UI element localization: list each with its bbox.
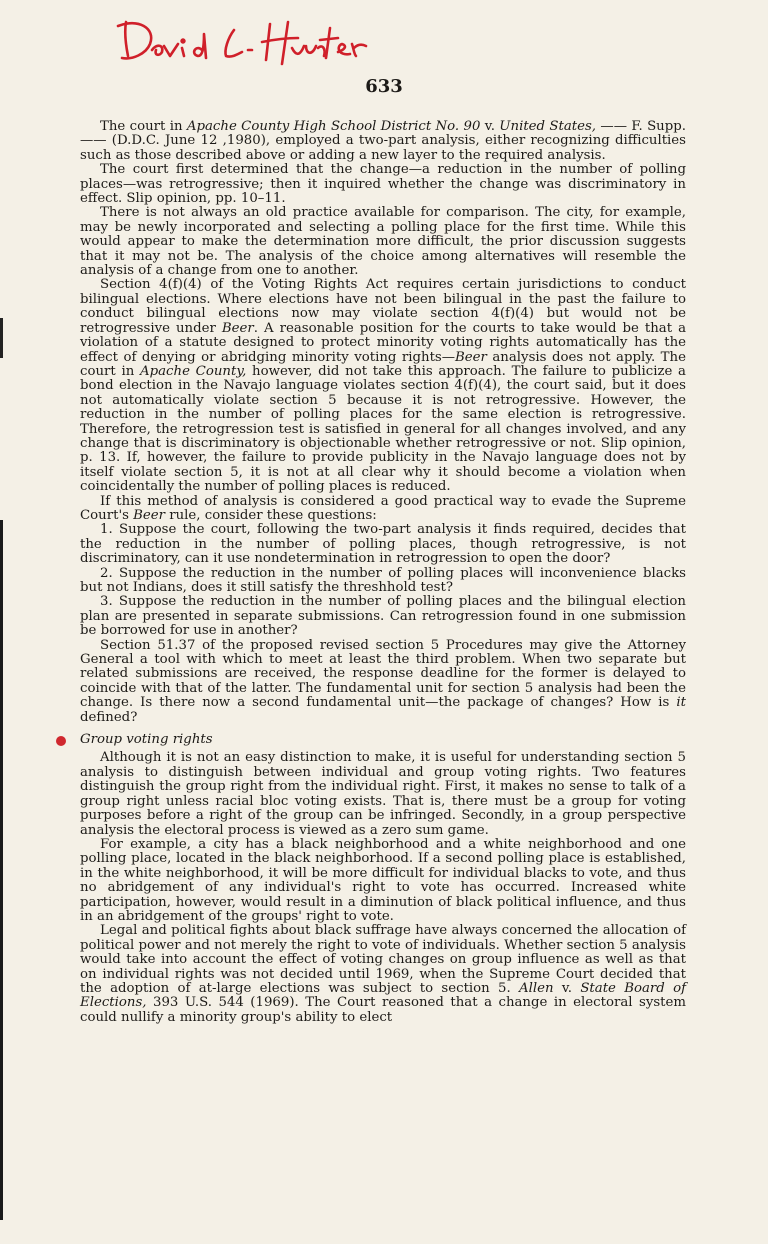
page-body: [80, 120, 686, 1025]
section-heading: Group voting rights: [80, 733, 686, 747]
paragraph-example: For example, a city has a black neighborhood and a white neighborhood and one polling place, located in the black neighborhood. If a second polling place is established, in the white neighborhood, it will be more difficult for individual blacks to vote, and thus no abridgement of any individual's right to vote has occurred. Increased white participation, however, would result in a diminution of black political influence, and thus in an abridgement of the groups' right to vote.: [80, 836, 686, 924]
paragraph-method: If this method of analysis is considered a good practical way to evade the Supreme Court's Beer rule, consider these questions:: [80, 493, 686, 523]
page-edge-mark: [0, 318, 8, 358]
handwritten-signature: [112, 14, 372, 74]
paragraph-old-practice: There is not always an old practice available for comparison. The city, for example, may be newly incorporated and selecting a polling place for the first time. While this would appear to make the determination more difficult, the prior discussion suggests that it may not be. The analysis of the choice among alternatives will resemble the analysis of a change from one to another.: [80, 205, 686, 279]
case-name: United States,: [499, 119, 597, 134]
case-name: Apache County High School District No. 90: [186, 119, 481, 134]
paragraph-section-4f4: Section 4(f)(4) of the Voting Rights Act requires certain jurisdictions to conduct bilingual elections. Where elections have not been bilingual in the past the failure to conduct bilingual elections now may violate section 4(f)(4) but would not be retrogressive under Beer. A reasonable position for the courts to take would be that a violation of a statute designed to protect minority voting rights automatically has the effect of denying or abridging minority voting rights—Beer analysis does not apply. The court in Apache County, however, did not take this approach. The failure to publicize a bond election in the Navajo language violates section 4(f)(4), the court said, but it does not automatically violate section 5 because it is not retrogressive. However, the reduction in the number of polling places for the same election is retrogressive. Therefore, the retrogression test is satisfied in general for all changes involved, and any change that is discriminatory is objectionable whether retrogressive or not. Slip opinion, p. 13. If, however, the failure to provide publicity in the Navajo language does not by itself violate section 5, it is not at all clear why it should become a violation when coincidentally the number of polling places is reduced.: [80, 277, 686, 495]
paragraph-legal-fights: Legal and political fights about black suffrage have always concerned the allocation of political power and not merely the right to vote of individuals. Whether section 5 analysis would take into account the effect of voting changes on group influence as well as that on individual rights was not decided until 1969, when the Supreme Court decided that the adoption of at-large elections was subject to section 5. Allen v. State Board of Elections, 393 U.S. 544 (1969). The Court reasoned that a change in electoral system could nullify a minority group's ability to elect: [80, 923, 686, 1025]
paragraph-section-51-37: Section 51.37 of the proposed revised section 5 Procedures may give the Attorney General a tool with which to meet at least the third problem. When two separate but related submissions are received, the response deadline for the former is delayed to coincide with that of the latter. The fundamental unit for section 5 analysis had been the change. Is there now a second fundamental unit—the package of changes? How is it defined?: [80, 637, 686, 725]
red-bullet-icon: [56, 736, 66, 746]
paragraph-retrogressive: The court first determined that the change—a reduction in the number of polling places—was retrogressive; then it inquired whether the change was discriminatory in effect. Slip opinion, pp. 10–11.: [80, 162, 686, 207]
page-number: 633: [365, 76, 403, 97]
paragraph-apache-county: The court in Apache County High School District No. 90 v. United States, —— F. Supp. —— (D.D.C. June 12 ,1980), employed a two-part analysis, either recognizing difficulties such as those described above or adding a new layer to the required analysis.: [80, 119, 686, 163]
question-2: 2. Suppose the reduction in the number of polling places will inconvenience blacks but not Indians, does it still satisfy the threshhold test?: [80, 565, 686, 595]
question-1: 1. Suppose the court, following the two-part analysis it finds required, decides that the reduction in the number of polling places, though retrogressive, is not discriminatory, can it use nondetermination in retrogression to open the door?: [80, 522, 686, 567]
question-3: 3. Suppose the reduction in the number of polling places and the bilingual election plan are presented in separate submissions. Can retrogression found in one submission be borrowed for use in another?: [80, 594, 686, 639]
page-binding-edge: [0, 520, 6, 1220]
paragraph-group-rights: Although it is not an easy distinction to make, it is useful for understanding section 5 analysis to distinguish between individual and group voting rights. Two features distinguish the group right from the individual right. First, it makes no sense to talk of a group right unless racial bloc voting exists. That is, there must be a group for voting purposes before a right of the group can be infringed. Secondly, in a group perspective analysis the electoral process is viewed as a zero sum game.: [80, 750, 686, 838]
